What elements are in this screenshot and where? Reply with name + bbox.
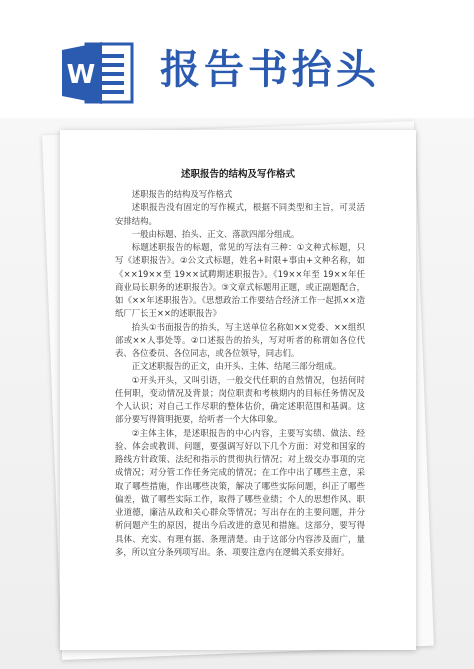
paragraph-title-section: 标题述职报告的标题，常见的写法有三种：①文种式标题，只写《述职报告》。②公文式标题，姓名+时限+事由+文种名称，如《××19××至 19××试聘期述职报告》。《19××年至 19××年任商业局长职务的述职报告》。③文章式标题用正题，或正副题配合，如《××年述职报告》。《思想政治工作要结合经济工作一起抓××造纸厂厂长王××的述职报告》 — [115, 242, 365, 319]
page-title: 报告书抬头 — [160, 47, 380, 93]
word-logo-letter: W — [66, 60, 96, 90]
paragraph-components: 一般由标题、抬头、正文、落款四部分组成。 — [131, 228, 300, 239]
document-title: 述职报告的结构及写作格式 — [180, 169, 295, 180]
paragraph-opening: ①开头开头，又叫引语，一般交代任职的自然情况，包括何时任何职，变动情况及背景；岗位职责和考核期内的目标任务情况及个人认识；对自己工作尽职的整体估价，确定述职范围和基调。这部分要写得简明扼要，给听者一个大体印象。 — [115, 374, 365, 425]
paragraph-header-section: 抬头①书面报告的抬头，写主送单位名称如××党委、××组织部或××人事处等。②口述报告的抬头，写对听者的称谓如各位代表、各位委员、各位同志，或各位领导，同志们。 — [115, 321, 365, 358]
document-body — [115, 188, 365, 559]
word-document-icon — [60, 38, 140, 108]
paragraph-body-section: 正文述职报告的正文，由开头、主体、结尾三部分组成。 — [131, 361, 342, 372]
paragraph-intro: 述职报告没有固定的写作模式，根据不同类型和主旨，可灵活安排结构。 — [115, 202, 365, 226]
header-banner — [0, 0, 474, 135]
document-page — [60, 130, 416, 650]
paragraph-main-body: ②主体主体，是述职报告的中心内容，主要写实绩、做法、经验、体会或教训、问题，要强调写好以下几个方面：对党和国家的路线方针政策、法纪和指示的贯彻执行情况；对上级交办事项的完成情况；对分管工作任务完成的情况；在工作中出了哪些主意，采取了哪些措施，作出哪些决策，解决了哪些实际问题，纠正了哪些偏差，做了哪些实际工作，取得了哪些业绩；个人的思想作风、职业道德，廉洁从政和关心群众等情况；写出存在的主要问题，并分析问题产生的原因，提出今后改进的意见和措施。这部分，要写得具体、充实、有理有据、条理清楚。由于这部分内容涉及面广，量多，所以宜分条列项写出。条、项要注意内在逻辑关系安排好。 — [115, 427, 365, 557]
paragraph-heading: 述职报告的结构及写作格式 — [131, 189, 233, 199]
